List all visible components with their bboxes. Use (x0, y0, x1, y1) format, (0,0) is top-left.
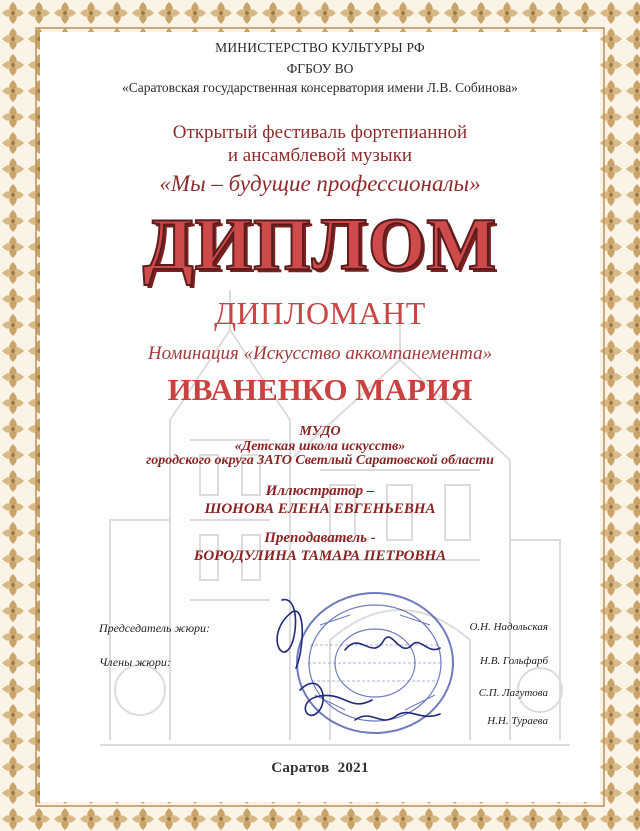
conservatory-name: «Саратовская государственная консерватория имени Л.В. Собинова» (122, 80, 518, 95)
illustrator-name: ШОНОВА ЕЛЕНА ЕВГЕНЬЕВНА (204, 501, 436, 517)
diploma-title: ДИПЛОМ (142, 204, 498, 286)
festival-title-line-2: и ансамблевой музыки (227, 145, 413, 166)
teacher-label: Преподаватель - (264, 530, 376, 546)
institution-type: ФГБОУ ВО (286, 61, 354, 76)
school-type: МУДО (299, 424, 341, 439)
recipient-name: ИВАНЕНКО МАРИЯ (167, 372, 473, 407)
school-district: городского округа ЗАТО Светлый Саратовской области (146, 453, 494, 468)
nomination: Номинация «Искусство аккомпанемента» (147, 343, 493, 364)
jury-member-name: Н.В. Гольфарб (480, 655, 548, 667)
jury-member-name: Н.Н. Тураева (487, 715, 548, 727)
jury-member-name: С.П. Лагутова (478, 687, 548, 699)
festival-title-line-1: Открытый фестиваль фортепианной (172, 122, 468, 143)
festival-motto: «Мы – будущие профессионалы» (159, 171, 481, 196)
city-year: Саратов 2021 (271, 760, 369, 776)
jury-members-label: Члены жюри: (99, 655, 171, 669)
award-level: ДИПЛОМАНТ (214, 295, 426, 331)
jury-chair-label: Председатель жюри: (99, 621, 211, 635)
ministry-name: МИНИСТЕРСТВО КУЛЬТУРЫ РФ (215, 40, 425, 55)
school-name: «Детская школа искусств» (234, 439, 406, 454)
jury-chair-name: О.Н. Надольская (469, 621, 548, 633)
illustrator-label: Иллюстратор – (265, 483, 375, 499)
teacher-name: БОРОДУЛИНА ТАМАРА ПЕТРОВНА (193, 548, 447, 564)
